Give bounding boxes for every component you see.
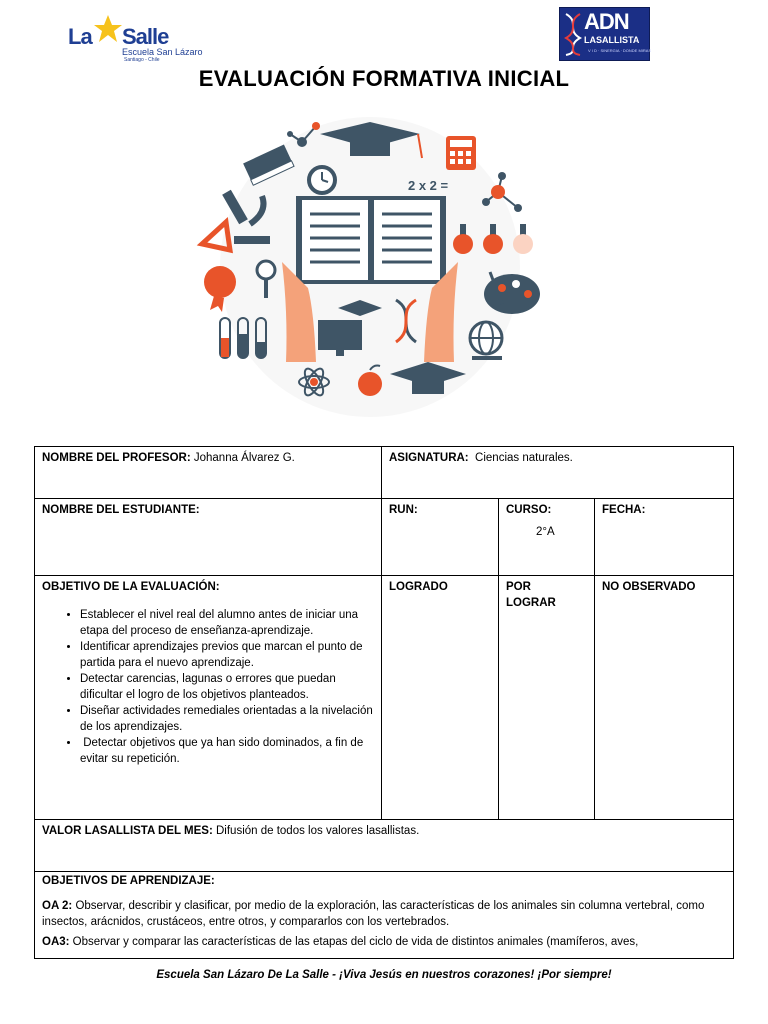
lasallian-value-label: VALOR LASALLISTA DEL MES: [42, 825, 213, 837]
oa2-label: OA 2: [42, 900, 73, 912]
to-achieve-label: POR LOGRAR [506, 581, 556, 609]
lasalle-logo [66, 14, 201, 64]
flasks-icon [453, 224, 533, 254]
oa2-text: Observar, describir y clasificar, por medio de la exploración, las características de los animales sin columna vertebral, como insectos, arácnidos, crustáceos, entre otros, y compararlos con los vertebrados. [42, 900, 705, 928]
course-value: 2°A [536, 526, 555, 538]
objective-label: OBJETIVO DE LA EVALUACIÓN: [42, 581, 220, 593]
adn-lasallista-logo [559, 7, 650, 61]
student-name-label: NOMBRE DEL ESTUDIANTE: [42, 504, 200, 516]
oa3-label: OA3: [42, 936, 70, 948]
run-label: RUN: [389, 504, 418, 516]
achieved-label: LOGRADO [389, 581, 448, 593]
date-cell [594, 498, 734, 576]
course-cell [498, 498, 595, 576]
learning-objectives-cell [34, 871, 734, 959]
lasallian-value-cell [34, 819, 734, 872]
adn-logo-tagline: V I D · SINERGIA · DONDE MIRAS [588, 48, 652, 53]
course-label: CURSO: [506, 504, 552, 516]
teacher-cell [34, 446, 382, 499]
objective-item: • Establecer el nivel real del alumno antes de iniciar una etapa del proceso de enseñanza-aprendizaje. [80, 607, 374, 639]
student-name-cell [34, 498, 382, 576]
not-observed-cell [594, 575, 734, 820]
objective-item: • Diseñar actividades remediales orientadas a la nivelación de los aprendizajes. [80, 703, 374, 735]
logo-city: Santiago - Chile [124, 57, 160, 63]
teacher-value: Johanna Álvarez G. [190, 452, 295, 464]
learning-objectives-label: OBJETIVOS DE APRENDIZAJE: [42, 875, 215, 887]
objective-item: • Detectar carencias, lagunas o errores que puedan dificultar el logro de los objetivos planteados. [80, 671, 374, 703]
calculator-icon [446, 136, 476, 170]
objectives-list [42, 607, 374, 767]
subject-value: Ciencias naturales. [468, 452, 573, 464]
logo-school-name: Escuela San Lázaro [122, 47, 203, 57]
star-icon [93, 14, 123, 44]
teacher-label: NOMBRE DEL PROFESOR: [42, 452, 191, 464]
to-achieve-cell [498, 575, 595, 820]
oa3-paragraph [42, 934, 726, 950]
objective-item: • Detectar objetivos que ya han sido dominados, a fin de evitar su repetición. [80, 735, 374, 767]
objective-cell [34, 575, 382, 820]
date-label: FECHA: [602, 504, 646, 516]
logo-text-salle: Salle [122, 24, 169, 49]
alarm-clock-icon [309, 167, 335, 193]
logo-text-la: La [68, 24, 92, 49]
run-cell [381, 498, 499, 576]
subject-label: ASIGNATURA: [389, 452, 469, 464]
subject-cell [381, 446, 734, 499]
oa3-text: Observar y comparar las características de las etapas del ciclo de vida de distintos animales (mamíferos, aves, [69, 936, 639, 948]
dna-icon [564, 12, 582, 56]
paint-palette-icon [484, 272, 540, 314]
adn-logo-title: ADN [584, 9, 629, 34]
equation-text: 2 x 2 = [408, 178, 449, 193]
open-book-icon [296, 196, 446, 284]
adn-logo-subtitle: LASALLISTA [584, 35, 640, 45]
objective-item: • Identificar aprendizajes previos que marcan el punto de partida para el nuevo aprendizaje. [80, 639, 374, 671]
achieved-cell [381, 575, 499, 820]
not-observed-label: NO OBSERVADO [602, 581, 696, 593]
education-illustration [190, 112, 550, 422]
oa2-paragraph [42, 898, 726, 930]
document-title: EVALUACIÓN FORMATIVA INICIAL [198, 66, 570, 91]
lasallian-value-text: Difusión de todos los valores lasallistas. [212, 825, 420, 837]
page-footer: Escuela San Lázaro De La Salle - ¡Viva Jesús en nuestros corazones! ¡Por siempre! [156, 969, 612, 981]
